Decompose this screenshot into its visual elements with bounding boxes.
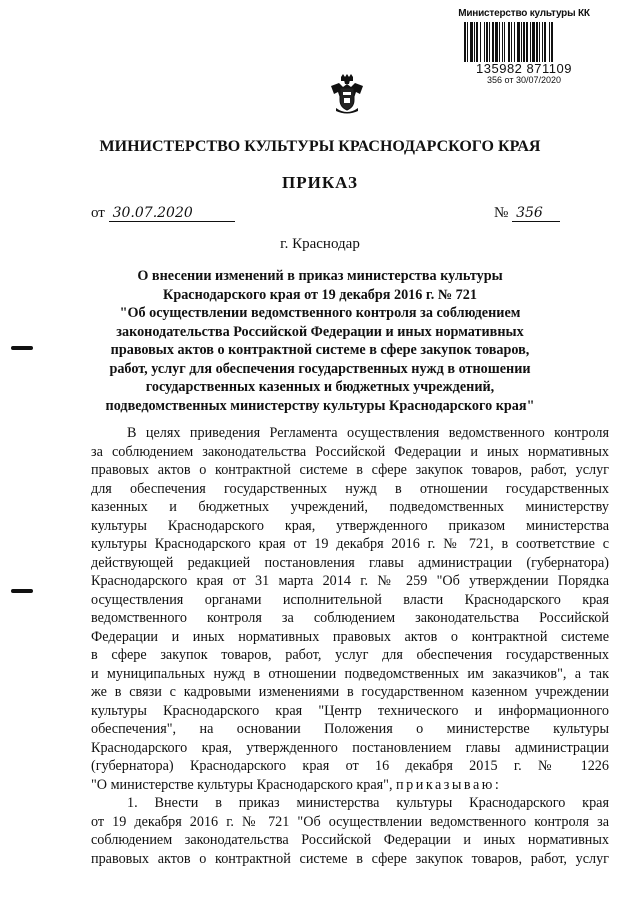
title-line: правовых актов о контрактной системе в сфере закупок товаров, xyxy=(110,342,530,358)
order-body xyxy=(91,424,609,868)
title-line: законодательства Российской Федерации и иных нормативных xyxy=(116,323,524,340)
item-line: от 19 декабря 2016 г. № 721 "Об осуществлении ведомственного контроля за xyxy=(91,813,609,830)
body-line: осуществления органами исполнительной власти Краснодарского края xyxy=(91,591,609,608)
stamp-organization: Министерство культуры КК xyxy=(458,8,590,19)
title-line: Краснодарского края от 19 декабря 2016 г. № 721 xyxy=(163,286,477,303)
body-line: (губернатора) Краснодарского края от 16 декабря 2015 г. № 1226 xyxy=(91,758,609,774)
body-line-final xyxy=(91,776,609,795)
body-line: за соблюдением законодательства Российской Федерации и иных нормативных xyxy=(91,443,609,460)
city: г. Краснодар xyxy=(280,236,360,252)
body-line: культуры Краснодарского края от 19 декабря 2016 г. № 721, в соответствие с xyxy=(91,536,609,552)
body-line: Краснодарского края от 31 марта 2014 г. № 259 "Об утверждении Порядка xyxy=(91,573,609,589)
number-prefix: № xyxy=(494,205,509,221)
number-value: 356 xyxy=(512,205,560,222)
body-line: для обеспечения государственных нужд в отношении государственных xyxy=(91,480,609,497)
body-line: Федерации и иных нормативных правовых актов о контрактной системе xyxy=(91,628,609,645)
item-line: соблюдением законодательства Российской Федерации и иных нормативных xyxy=(91,832,609,848)
body-line: культуры Краснодарского края "Центр технического и информационного xyxy=(91,702,609,719)
order-title xyxy=(95,267,545,415)
title-line: подведомственных министерству культуры Краснодарского края" xyxy=(105,397,535,414)
order-verb: приказываю: xyxy=(396,776,502,793)
coat-of-arms-icon xyxy=(329,74,365,121)
body-line: действующей редакцией постановления главы администрации (губернатора) xyxy=(91,554,609,571)
body-line: В целях приведения Регламента осуществления ведомственного контроля xyxy=(127,425,609,441)
margin-punch-mark xyxy=(11,589,33,593)
title-line: "Об осуществлении ведомственного контроля за соблюдением xyxy=(119,305,521,321)
item-line: правовых актов о контрактной системе в сфере закупок товаров, работ, услуг xyxy=(91,850,609,867)
title-line: О внесении изменений в приказ министерства культуры xyxy=(137,268,503,284)
body-line: обеспечения", на основании Положения о министерстве культуры xyxy=(91,721,609,737)
title-line: государственных казенных и бюджетных учреждений, xyxy=(145,379,495,395)
document-type: ПРИКАЗ xyxy=(282,173,358,192)
body-line-text: "О министерстве культуры Краснодарского края", xyxy=(91,776,393,793)
item-line: 1. Внести в приказ министерства культуры Краснодарского края xyxy=(127,795,609,811)
registration-stamp xyxy=(449,8,599,86)
date-value: 30.07.2020 xyxy=(109,205,235,222)
body-line: и муниципальных нужд в отношении подведомственных им заказчиков", а так xyxy=(91,665,609,682)
ministry-name: МИНИСТЕРСТВО КУЛЬТУРЫ КРАСНОДАРСКОГО КРАЯ xyxy=(99,138,541,155)
barcode-number: 135982 871109 xyxy=(476,61,572,76)
registration-number: 356 от 30/07/2020 xyxy=(487,75,561,85)
body-line: Краснодарского края, утвержденного постановлением главы администрации xyxy=(91,739,609,756)
date-prefix: от xyxy=(91,205,105,221)
body-line: ведомственного контроля за соблюдением законодательства Российской xyxy=(91,610,609,626)
body-line: правовых актов о контрактной системе в сфере закупок товаров, работ, услуг xyxy=(91,462,609,478)
order-number xyxy=(494,203,560,223)
body-line: культуры Краснодарского края, утвержденного приказом министерства xyxy=(91,517,609,534)
body-line: же в связи с кадровыми изменениями в государственном казенном учреждении xyxy=(91,684,609,700)
order-date xyxy=(91,203,235,223)
barcode xyxy=(462,22,586,62)
margin-punch-mark xyxy=(11,346,33,350)
body-line: казенных и бюджетных учреждений, подведомственных министерству xyxy=(91,499,609,515)
title-line: работ, услуг для обеспечения государственных нужд в отношении xyxy=(109,360,531,377)
body-line: в сфере закупок товаров, работ, услуг для обеспечения государственных xyxy=(91,647,609,663)
